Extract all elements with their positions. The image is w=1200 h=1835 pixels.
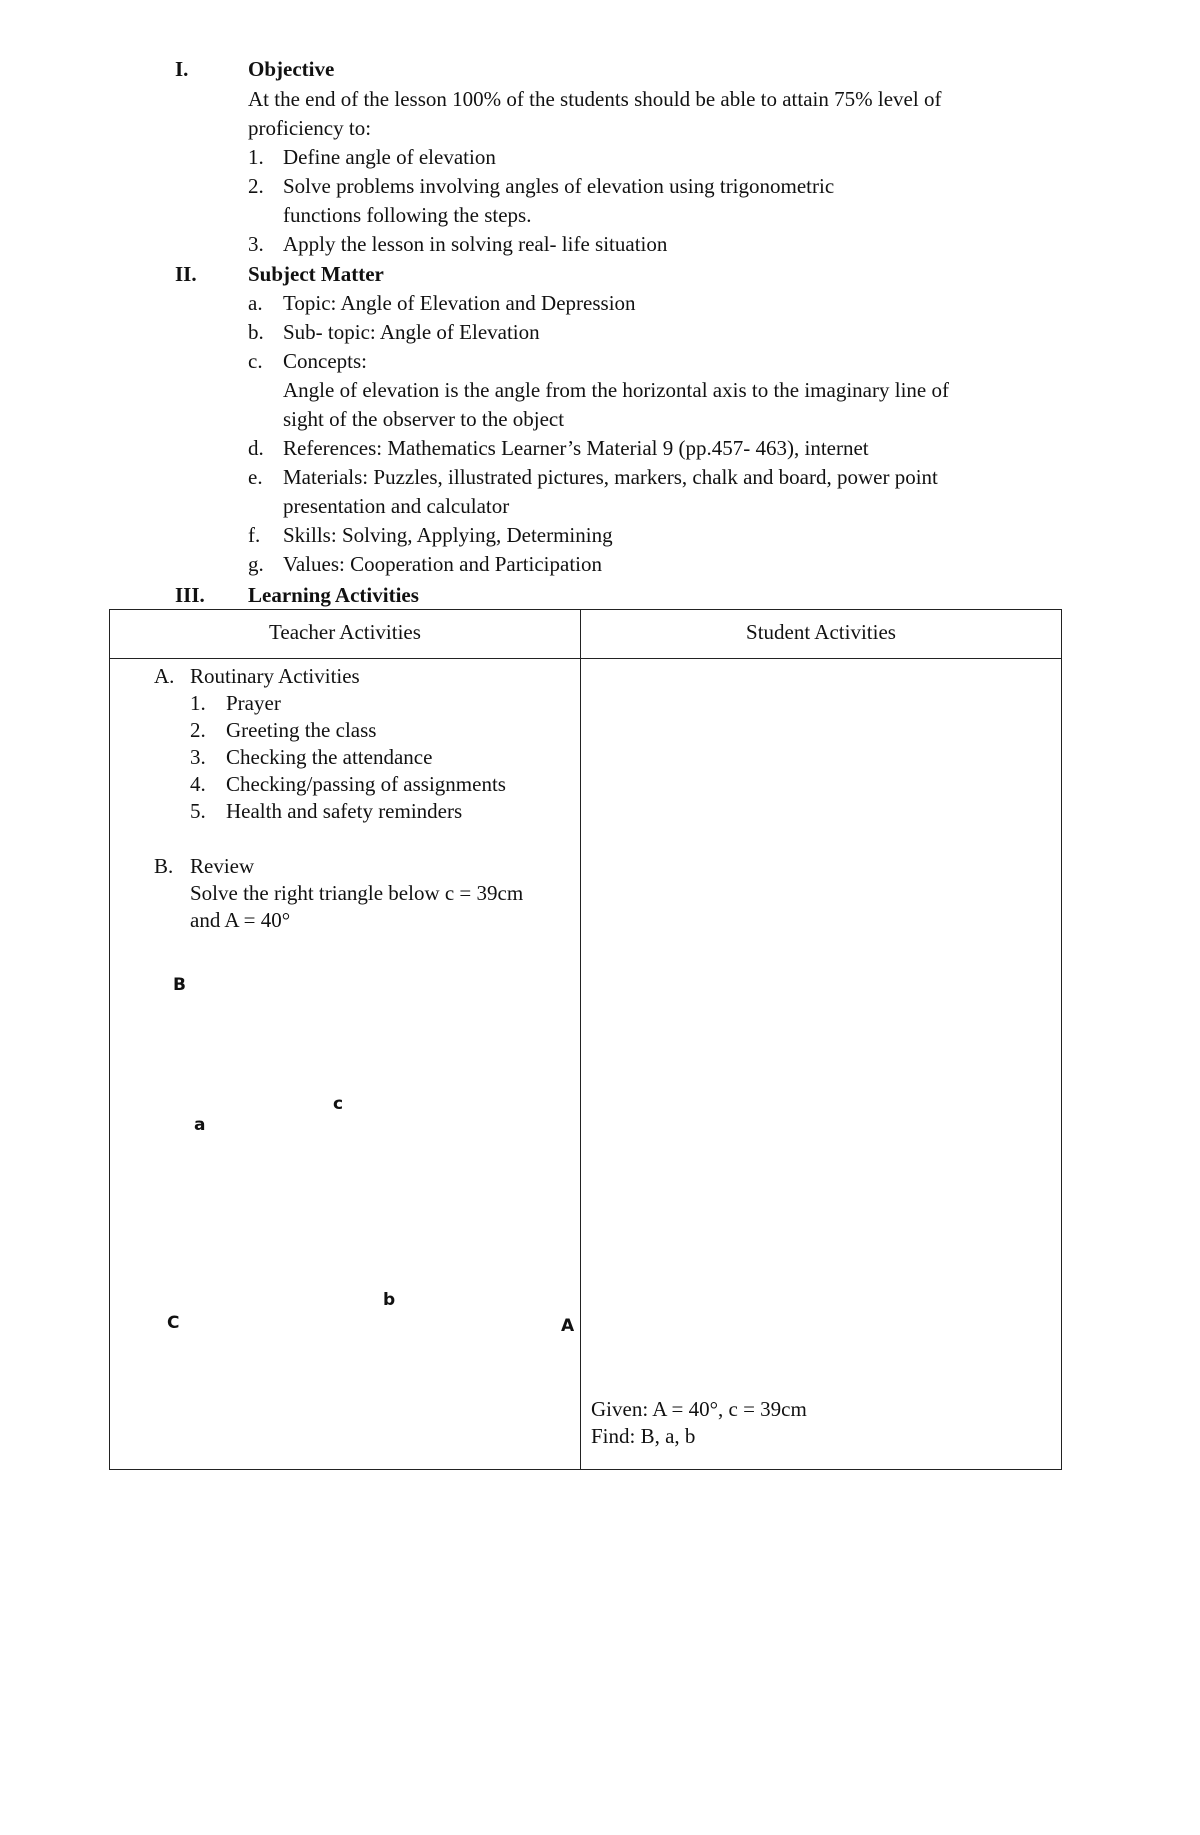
triangle-vertex-c-label: C bbox=[167, 1313, 180, 1333]
teacher-activities-header: Teacher Activities bbox=[269, 620, 421, 644]
routinary-item-number: 4. bbox=[190, 772, 206, 796]
objective-intro-line2: proficiency to: bbox=[248, 116, 372, 140]
objective-item-text: Apply the lesson in solving real- life situation bbox=[283, 232, 668, 256]
routinary-item-text: Health and safety reminders bbox=[226, 799, 463, 823]
triangle-vertex-a-label: A bbox=[561, 1316, 575, 1336]
subject-item-letter: d. bbox=[248, 436, 264, 460]
triangle-vertex-b-label: B bbox=[173, 975, 186, 995]
objective-item-number: 3. bbox=[248, 232, 264, 256]
subject-item-text-cont: presentation and calculator bbox=[283, 494, 510, 518]
subject-item-text: Skills: Solving, Applying, Determining bbox=[283, 523, 613, 547]
subject-item-letter: f. bbox=[248, 523, 261, 547]
subject-item-letter: c. bbox=[248, 349, 263, 373]
triangle-side-a-label: a bbox=[194, 1115, 206, 1135]
routinary-item-number: 5. bbox=[190, 799, 206, 823]
subject-item-text: References: Mathematics Learner’s Material 9 (pp.457- 463), internet bbox=[283, 436, 869, 460]
routinary-item-text: Greeting the class bbox=[226, 718, 377, 742]
subject-item-text: Concepts: bbox=[283, 349, 367, 373]
triangle-side-b-label: b bbox=[383, 1290, 396, 1310]
review-title: Review bbox=[190, 854, 255, 878]
table-header-divider bbox=[110, 658, 1061, 659]
review-instruction-line1: Solve the right triangle below c = 39cm bbox=[190, 881, 524, 905]
learning-title: Learning Activities bbox=[248, 583, 419, 607]
subject-item-text: Topic: Angle of Elevation and Depression bbox=[283, 291, 636, 315]
table-column-divider bbox=[580, 610, 581, 1469]
subject-number: II. bbox=[175, 262, 197, 286]
student-given: Given: A = 40°, c = 39cm bbox=[591, 1397, 807, 1421]
routinary-letter: A. bbox=[154, 664, 175, 688]
subject-item-text-cont: Angle of elevation is the angle from the horizontal axis to the imaginary line of bbox=[283, 378, 949, 402]
student-activities-header: Student Activities bbox=[746, 620, 896, 644]
objective-intro-line1: At the end of the lesson 100% of the students should be able to attain 75% level of bbox=[248, 87, 942, 111]
routinary-item-number: 1. bbox=[190, 691, 206, 715]
routinary-title: Routinary Activities bbox=[190, 664, 360, 688]
subject-item-letter: g. bbox=[248, 552, 264, 576]
subject-item-text: Values: Cooperation and Participation bbox=[283, 552, 603, 576]
subject-title: Subject Matter bbox=[248, 262, 384, 286]
student-find: Find: B, a, b bbox=[591, 1424, 696, 1448]
objective-title: Objective bbox=[248, 57, 335, 81]
routinary-item-text: Checking/passing of assignments bbox=[226, 772, 506, 796]
activities-table bbox=[109, 609, 1062, 1470]
routinary-item-text: Checking the attendance bbox=[226, 745, 433, 769]
review-letter: B. bbox=[154, 854, 174, 878]
objective-item-number: 2. bbox=[248, 174, 264, 198]
objective-number: I. bbox=[175, 57, 189, 81]
routinary-item-number: 3. bbox=[190, 745, 206, 769]
subject-item-letter: e. bbox=[248, 465, 263, 489]
subject-item-text-cont: sight of the observer to the object bbox=[283, 407, 565, 431]
triangle-side-c-label: c bbox=[333, 1094, 344, 1114]
review-instruction-line2: and A = 40° bbox=[190, 908, 291, 932]
subject-item-letter: a. bbox=[248, 291, 263, 315]
routinary-item-number: 2. bbox=[190, 718, 206, 742]
objective-item-text-cont: functions following the steps. bbox=[283, 203, 532, 227]
objective-item-text: Solve problems involving angles of elevation using trigonometric bbox=[283, 174, 835, 198]
routinary-item-text: Prayer bbox=[226, 691, 281, 715]
subject-item-letter: b. bbox=[248, 320, 264, 344]
subject-item-text: Sub- topic: Angle of Elevation bbox=[283, 320, 540, 344]
objective-item-number: 1. bbox=[248, 145, 264, 169]
objective-item-text: Define angle of elevation bbox=[283, 145, 496, 169]
learning-number: III. bbox=[175, 583, 205, 607]
subject-item-text: Materials: Puzzles, illustrated pictures, markers, chalk and board, power point bbox=[283, 465, 938, 489]
